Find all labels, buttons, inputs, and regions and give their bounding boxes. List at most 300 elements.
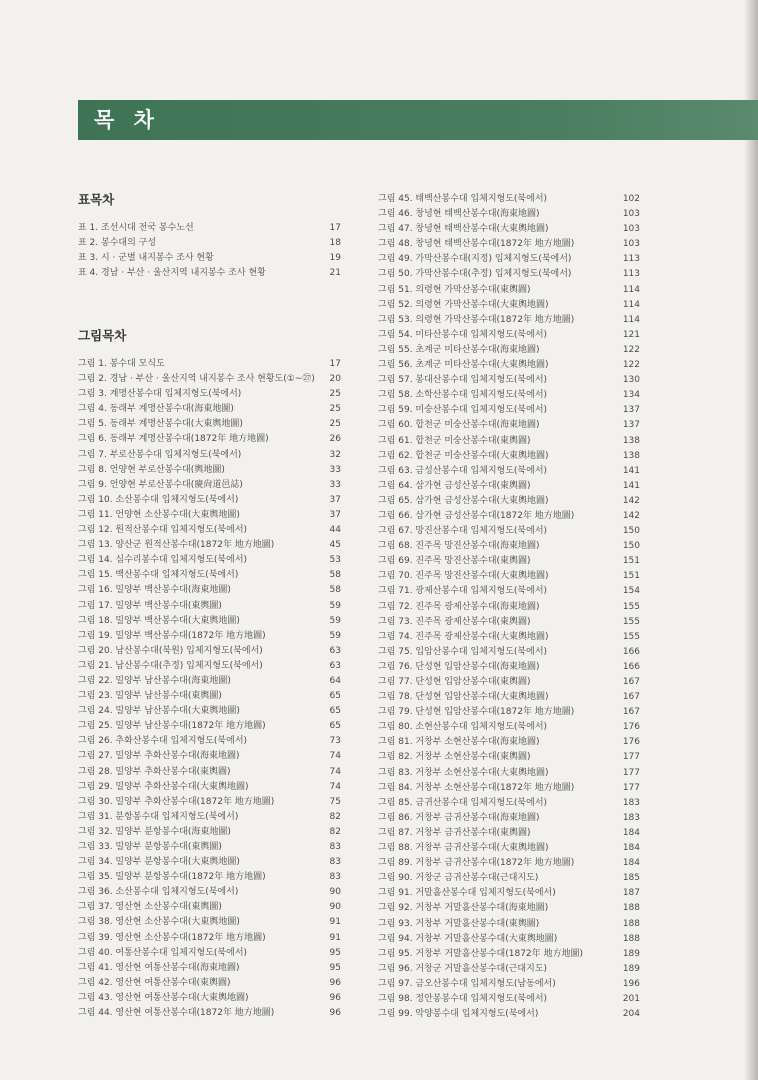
toc-entry-page: 63 [329, 645, 341, 656]
toc-entry-label: 그림 82. 거창부 소현산봉수대(東輿圖) [378, 752, 531, 763]
toc-entry [378, 358, 640, 373]
toc-entry [378, 600, 640, 615]
toc-entry-label: 그림 47. 창녕현 태백산봉수대(大東輿地圖) [378, 224, 549, 235]
toc-entry [378, 615, 640, 630]
toc-entry-page: 204 [622, 1009, 640, 1020]
toc-entry-page: 83 [329, 842, 341, 852]
toc-entry [78, 1006, 341, 1021]
toc-entry [378, 298, 640, 313]
toc-entry-page: 188 [622, 918, 640, 929]
toc-entry-page: 95 [329, 962, 341, 973]
toc-entry-page: 64 [329, 675, 341, 686]
toc-entry-label: 그림 96. 거창군 거말흘산봉수대(근대지도) [378, 963, 548, 974]
page-edge-shadow [744, 0, 758, 1080]
toc-entry-page: 53 [329, 555, 341, 566]
toc-entry [78, 885, 341, 900]
toc-entry [78, 931, 341, 946]
toc-entry-page: 166 [622, 661, 640, 672]
toc-entry-label: 그림 49. 가막산봉수대(지정) 입체지형도(북에서) [378, 254, 572, 265]
toc-entry [378, 886, 640, 901]
toc-entry-page: 65 [329, 691, 341, 702]
toc-entry-label: 그림 27. 밀양부 추화산봉수대(海東地圖) [78, 751, 240, 762]
toc-entry-page: 33 [329, 464, 341, 475]
toc-entry-label: 그림 1. 봉수대 모식도 [78, 359, 165, 369]
toc-entry [78, 448, 341, 463]
toc-entry-page: 91 [329, 932, 341, 943]
toc-entry-label: 그림 72. 진주목 광제산봉수대(海東地圖) [378, 601, 540, 612]
toc-entry-page: 113 [622, 269, 640, 280]
toc-entry [378, 841, 640, 856]
toc-entry-label: 그림 17. 밀양부 백산봉수대(東輿圖) [78, 600, 222, 611]
toc-entry-page: 20 [329, 374, 341, 385]
toc-entry-label: 그림 3. 계명산봉수대 입체지형도(북에서) [78, 389, 242, 400]
toc-entry-page: 82 [329, 811, 341, 822]
toc-entry-label: 그림 97. 금오산봉수대 입체지형도(남동에서) [378, 978, 556, 989]
toc-entry-label: 그림 80. 소현산봉수대 입체지형도(북에서) [378, 722, 548, 733]
toc-entry-label: 그림 94. 거창부 거말흘산봉수대(大東輿地圖) [378, 933, 558, 944]
toc-entry-page: 177 [622, 782, 640, 793]
toc-entry [378, 434, 640, 449]
toc-entry-label: 그림 71. 광제산봉수대 입체지형도(북에서) [378, 586, 548, 597]
toc-entry-page: 177 [622, 752, 640, 763]
toc-entry-page: 134 [622, 390, 640, 401]
toc-entry-page: 59 [329, 615, 341, 626]
tables-section-title: 표목차 [78, 192, 115, 207]
toc-entry-page: 183 [622, 812, 640, 823]
toc-entry-label: 그림 60. 합천군 미숭산봉수대(海東地圖) [378, 420, 540, 431]
toc-entry-label: 그림 81. 거창부 소현산봉수대(海東地圖) [378, 737, 540, 748]
toc-entry-page: 19 [329, 253, 341, 264]
toc-entry-page: 142 [622, 510, 640, 521]
toc-entry-label: 그림 29. 밀양부 추화산봉수대(大東輿地圖) [78, 781, 249, 792]
toc-entry [378, 343, 640, 358]
toc-entry [78, 583, 341, 598]
toc-entry-label: 그림 44. 영산현 여통산봉수대(1872年 地方地圖) [78, 1008, 275, 1019]
toc-entry-label: 그림 89. 거창부 금귀산봉수대(1872年 地方地圖) [378, 858, 575, 869]
toc-entry [78, 417, 341, 432]
toc-entry-label: 그림 95. 거창부 거말흘산봉수대(1872年 地方地圖) [378, 948, 584, 959]
toc-entry-label: 그림 66. 삼가현 금성산봉수대(1872年 地方地圖) [378, 510, 575, 521]
toc-entry-label: 그림 45. 태백산봉수대 입체지형도(북에서) [378, 194, 548, 204]
toc-entry [378, 373, 640, 388]
toc-entry-label: 그림 77. 단성현 입암산봉수대(東輿圖) [378, 677, 531, 687]
toc-entry-label: 그림 11. 언양현 소산봉수대(大東輿地圖) [78, 509, 240, 520]
toc-entry-page: 167 [622, 692, 640, 703]
toc-entry-label: 그림 83. 거창부 소현산봉수대(大東輿地圖) [378, 767, 549, 778]
toc-entry-label: 그림 48. 창녕현 태백산봉수대(1872年 地方地圖) [378, 239, 575, 250]
toc-entry [378, 418, 640, 433]
toc-entry-page: 102 [622, 194, 640, 204]
toc-entry-label: 그림 98. 정안봉봉수대 입체지형도(북에서) [378, 993, 548, 1004]
toc-entry [378, 313, 640, 328]
toc-entry-page: 185 [622, 873, 640, 884]
toc-entry-label: 그림 79. 단성현 입암산봉수대(1872年 地方地圖) [378, 707, 575, 718]
toc-entry [78, 915, 341, 930]
toc-entry-label: 표 1. 조선시대 전국 봉수노선 [78, 223, 194, 233]
toc-entry [378, 992, 640, 1007]
toc-entry-label: 그림 42. 영산현 여통산봉수대(東輿圖) [78, 977, 231, 988]
toc-entry [78, 900, 341, 915]
toc-entry-page: 74 [329, 781, 341, 792]
toc-entry-page: 155 [622, 631, 640, 642]
toc-entry-page: 189 [622, 948, 640, 959]
toc-entry [378, 509, 640, 524]
toc-entry-page: 91 [329, 917, 341, 928]
tables-list [78, 221, 341, 281]
toc-entry-page: 103 [622, 224, 640, 235]
toc-entry-label: 그림 4. 동래부 계명산봉수대(海東地圖) [78, 404, 234, 415]
toc-entry-page: 189 [622, 963, 640, 974]
toc-entry-page: 177 [622, 767, 640, 778]
toc-entry-page: 166 [622, 646, 640, 657]
toc-entry-label: 그림 19. 밀양부 백산봉수대(1872年 地方地圖) [78, 630, 266, 641]
toc-entry-label: 그림 10. 소산봉수대 입체지형도(북에서) [78, 494, 239, 505]
toc-entry-page: 37 [329, 509, 341, 520]
toc-entry-page: 95 [329, 947, 341, 958]
toc-entry [378, 524, 640, 539]
toc-entry-label: 그림 53. 의령현 가막산봉수대(1872年 地方地圖) [378, 314, 575, 325]
toc-entry-page: 155 [622, 616, 640, 627]
toc-entry [78, 568, 341, 583]
toc-entry-label: 그림 16. 밀양부 백산봉수대(海東地圖) [78, 585, 231, 596]
toc-entry-page: 25 [329, 419, 341, 430]
toc-entry-label: 그림 32. 밀양부 분항봉수대(海東地圖) [78, 826, 231, 837]
toc-entry-page: 63 [329, 660, 341, 671]
toc-entry-label: 그림 41. 영산현 여통산봉수대(海東地圖) [78, 962, 240, 973]
toc-entry-page: 103 [622, 209, 640, 220]
toc-entry-label: 그림 38. 영산현 소산봉수대(大東輿地圖) [78, 917, 240, 928]
toc-entry-label: 그림 6. 동래부 계명산봉수대(1872年 地方地圖) [78, 434, 269, 445]
toc-entry [378, 917, 640, 932]
toc-entry-label: 그림 65. 삼가현 금성산봉수대(大東輿地圖) [378, 495, 549, 506]
toc-entry [378, 826, 640, 841]
toc-entry [378, 645, 640, 660]
toc-entry-page: 65 [329, 721, 341, 732]
toc-entry-label: 그림 40. 여통산봉수대 입체지형도(북에서) [78, 947, 248, 958]
toc-entry-label: 그림 58. 소학산봉수대 입체지형도(북에서) [378, 390, 548, 401]
toc-entry-page: 167 [622, 677, 640, 687]
toc-entry-label: 그림 15. 백산봉수대 입체지형도(북에서) [78, 570, 239, 581]
toc-entry-label: 그림 50. 가막산봉수대(추정) 입체지형도(북에서) [378, 269, 572, 280]
toc-entry [78, 402, 341, 417]
toc-entry [378, 1007, 640, 1022]
toc-entry-page: 25 [329, 404, 341, 415]
toc-entry [78, 599, 341, 614]
toc-entry-page: 187 [622, 888, 640, 899]
toc-entry [78, 221, 341, 236]
toc-entry [378, 222, 640, 237]
title-bar [78, 100, 758, 140]
toc-entry-page: 137 [622, 420, 640, 431]
toc-entry [78, 961, 341, 976]
toc-entry-label: 그림 13. 양산군 원적산봉수대(1872年 地方地圖) [78, 540, 275, 551]
toc-entry [78, 825, 341, 840]
toc-entry [378, 675, 640, 690]
toc-entry [378, 252, 640, 267]
toc-entry [78, 749, 341, 764]
toc-entry-page: 121 [622, 329, 640, 340]
toc-entry [378, 705, 640, 720]
toc-entry-label: 그림 57. 봉대산봉수대 입체지형도(북에서) [378, 375, 548, 386]
toc-entry-page: 37 [329, 494, 341, 505]
toc-entry-label: 그림 67. 망진산봉수대 입체지형도(북에서) [378, 526, 548, 537]
toc-entry-label: 그림 39. 영산현 소산봉수대(1872年 地方地圖) [78, 932, 266, 943]
toc-entry-label: 표 4. 경남 · 부산 · 울산지역 내지봉수 조사 현황 [78, 268, 266, 279]
toc-entry-label: 그림 73. 진주목 광제산봉수대(東輿圖) [378, 616, 531, 627]
toc-entry-page: 26 [329, 434, 341, 445]
toc-entry [378, 796, 640, 811]
toc-entry-label: 그림 25. 밀양부 남산봉수대(1872年 地方地圖) [78, 721, 266, 732]
toc-entry [378, 388, 640, 403]
toc-entry-label: 그림 23. 밀양부 남산봉수대(東輿圖) [78, 691, 222, 702]
toc-entry-page: 58 [329, 585, 341, 596]
toc-entry [78, 780, 341, 795]
toc-entry [378, 283, 640, 298]
toc-entry-page: 138 [622, 450, 640, 461]
toc-entry [378, 856, 640, 871]
toc-entry [78, 538, 341, 553]
toc-entry-page: 18 [329, 238, 341, 249]
toc-entry [78, 493, 341, 508]
toc-entry [78, 795, 341, 810]
toc-entry-label: 그림 74. 진주목 광제산봉수대(大東輿地圖) [378, 631, 549, 642]
toc-entry [378, 267, 640, 282]
figures-list-left [78, 357, 341, 1021]
toc-entry-page: 176 [622, 737, 640, 748]
toc-entry-label: 그림 34. 밀양부 분항봉수대(大東輿地圖) [78, 857, 240, 868]
toc-entry [78, 251, 341, 266]
toc-entry-page: 90 [329, 902, 341, 913]
toc-entry-label: 그림 20. 남산봉수대(북원) 입체지형도(북에서) [78, 645, 263, 656]
toc-entry-label: 그림 24. 밀양부 남산봉수대(大東輿地圖) [78, 706, 240, 717]
toc-entry-label: 그림 91. 거말흘산봉수대 입체지형도(북에서) [378, 888, 556, 899]
toc-entry-page: 151 [622, 556, 640, 567]
toc-entry-page: 114 [622, 299, 640, 310]
toc-entry [378, 403, 640, 418]
toc-entry-label: 그림 35. 밀양부 분항봉수대(1872年 地方地圖) [78, 872, 266, 883]
toc-entry [378, 811, 640, 826]
toc-entry-page: 141 [622, 465, 640, 476]
figures-list-right [378, 192, 640, 1022]
toc-entry-page: 33 [329, 479, 341, 490]
toc-entry-label: 그림 51. 의령현 가막산봉수대(東輿圖) [378, 284, 531, 295]
toc-entry [78, 855, 341, 870]
toc-entry-label: 표 3. 시 · 군별 내지봉수 조사 현황 [78, 253, 214, 264]
toc-entry [78, 553, 341, 568]
toc-entry-label: 그림 76. 단성현 입암산봉수대(海東地圖) [378, 661, 540, 672]
toc-entry-page: 96 [329, 992, 341, 1003]
toc-entry-page: 45 [329, 540, 341, 551]
toc-entry [78, 734, 341, 749]
toc-entry [378, 207, 640, 222]
figures-section-title: 그림목차 [78, 328, 127, 343]
toc-entry-page: 151 [622, 571, 640, 582]
toc-entry [378, 781, 640, 796]
toc-entry-label: 그림 7. 부로산봉수대 입체지형도(북에서) [78, 449, 242, 460]
toc-entry-label: 그림 33. 밀양부 분항봉수대(東輿圖) [78, 842, 222, 852]
toc-entry-page: 141 [622, 480, 640, 491]
toc-entry-label: 그림 28. 밀양부 추화산봉수대(東輿圖) [78, 766, 231, 777]
toc-entry-page: 17 [329, 359, 341, 369]
toc-entry-label: 그림 46. 창녕현 태백산봉수대(海東地圖) [378, 209, 540, 220]
toc-entry-label: 그림 30. 밀양부 추화산봉수대(1872年 地方地圖) [78, 796, 275, 807]
toc-entry-label: 그림 22. 밀양부 남산봉수대(海東地圖) [78, 675, 231, 686]
toc-entry-label: 그림 62. 합천군 미숭산봉수대(大東輿地圖) [378, 450, 549, 461]
toc-entry [78, 840, 341, 855]
toc-entry-page: 59 [329, 600, 341, 611]
toc-entry-label: 그림 61. 합천군 미숭산봉수대(東輿圖) [378, 435, 531, 446]
toc-entry-page: 114 [622, 284, 640, 295]
toc-entry-label: 그림 68. 진주목 망진산봉수대(海東地圖) [378, 541, 540, 552]
toc-entry-page: 154 [622, 586, 640, 597]
toc-entry [378, 464, 640, 479]
toc-entry [378, 977, 640, 992]
toc-entry-page: 122 [622, 344, 640, 355]
toc-entry [78, 991, 341, 1006]
toc-entry-label: 그림 87. 거창부 금귀산봉수대(東輿圖) [378, 827, 531, 838]
toc-entry-label: 그림 54. 미타산봉수대 입체지형도(북에서) [378, 329, 548, 340]
toc-entry-page: 90 [329, 887, 341, 898]
toc-entry-page: 167 [622, 707, 640, 718]
toc-entry-page: 44 [329, 525, 341, 536]
toc-entry [78, 946, 341, 961]
toc-entry-label: 그림 64. 삼가현 금성산봉수대(東輿圖) [378, 480, 531, 491]
toc-entry [378, 479, 640, 494]
toc-entry [378, 539, 640, 554]
toc-entry-page: 155 [622, 601, 640, 612]
toc-entry-page: 73 [329, 736, 341, 747]
toc-entry-page: 59 [329, 630, 341, 641]
toc-entry [378, 630, 640, 645]
toc-entry-page: 196 [622, 978, 640, 989]
toc-entry [78, 508, 341, 523]
toc-entry-page: 114 [622, 314, 640, 325]
toc-entry [378, 766, 640, 781]
page-title: 목 차 [94, 108, 160, 132]
toc-entry [78, 689, 341, 704]
toc-entry [78, 387, 341, 402]
toc-entry-page: 188 [622, 933, 640, 944]
toc-entry-page: 176 [622, 722, 640, 733]
toc-entry-label: 그림 92. 거창부 거말흘산봉수대(海東地圖) [378, 903, 549, 914]
toc-entry [378, 584, 640, 599]
toc-entry [78, 463, 341, 478]
toc-entry-label: 그림 93. 거창부 거말흘산봉수대(東輿圖) [378, 918, 540, 929]
toc-entry [78, 644, 341, 659]
toc-entry [378, 554, 640, 569]
toc-entry [78, 976, 341, 991]
toc-entry-label: 그림 84. 거창부 소현산봉수대(1872年 地方地圖) [378, 782, 575, 793]
toc-entry [378, 660, 640, 675]
toc-entry-page: 74 [329, 766, 341, 777]
toc-entry-label: 그림 99. 악양봉수대 입체지형도(북에서) [378, 1009, 539, 1020]
toc-entry-label: 그림 56. 초계군 미타산봉수대(大東輿地圖) [378, 360, 549, 371]
toc-entry-page: 75 [329, 796, 341, 807]
toc-entry [378, 449, 640, 464]
toc-entry [378, 720, 640, 735]
toc-entry-label: 그림 2. 경남 · 부산 · 울산지역 내지봉수 조사 현황도(①∼㉗) [78, 374, 315, 385]
toc-entry-label: 그림 90. 거창군 금귀산봉수대(근대지도) [378, 873, 539, 884]
toc-entry [378, 569, 640, 584]
toc-entry-page: 142 [622, 495, 640, 506]
toc-entry-label: 그림 88. 거창부 금귀산봉수대(大東輿地圖) [378, 843, 549, 854]
toc-entry-label: 그림 86. 거창부 금귀산봉수대(海東地圖) [378, 812, 540, 823]
toc-entry [78, 629, 341, 644]
toc-entry [78, 266, 341, 281]
toc-entry-page: 184 [622, 827, 640, 838]
toc-entry [78, 523, 341, 538]
toc-entry-label: 그림 59. 미숭산봉수대 입체지형도(북에서) [378, 405, 548, 416]
toc-entry-label: 표 2. 봉수대의 구성 [78, 238, 157, 249]
toc-entry-page: 21 [329, 268, 341, 279]
toc-entry [78, 870, 341, 885]
toc-entry-label: 그림 78. 단성현 입암산봉수대(大東輿地圖) [378, 692, 549, 703]
toc-entry-label: 그림 12. 원적산봉수대 입체지형도(북에서) [78, 525, 248, 536]
toc-entry-label: 그림 70. 진주목 망진산봉수대(大東輿地圖) [378, 571, 549, 582]
toc-entry-page: 138 [622, 435, 640, 446]
toc-entry [78, 719, 341, 734]
toc-entry-page: 83 [329, 857, 341, 868]
toc-entry [378, 871, 640, 886]
toc-entry-page: 103 [622, 239, 640, 250]
toc-entry [78, 659, 341, 674]
toc-entry-page: 184 [622, 843, 640, 854]
toc-entry-page: 183 [622, 797, 640, 808]
toc-entry-page: 201 [622, 993, 640, 1004]
toc-entry-page: 188 [622, 903, 640, 914]
toc-entry [78, 614, 341, 629]
toc-entry [78, 432, 341, 447]
toc-entry-label: 그림 5. 동래부 계명산봉수대(大東輿地圖) [78, 419, 243, 430]
toc-entry-page: 137 [622, 405, 640, 416]
toc-entry [78, 478, 341, 493]
toc-entry-page: 83 [329, 872, 341, 883]
toc-entry [378, 494, 640, 509]
toc-entry-label: 그림 37. 영산현 소산봉수대(東輿圖) [78, 902, 222, 913]
toc-entry [378, 947, 640, 962]
toc-entry [78, 372, 341, 387]
toc-entry [378, 237, 640, 252]
toc-entry-label: 그림 9. 언양현 부로산봉수대(慶尙道邑誌) [78, 479, 243, 490]
toc-entry-page: 25 [329, 389, 341, 400]
toc-entry [378, 750, 640, 765]
toc-entry-page: 65 [329, 706, 341, 717]
toc-entry [378, 690, 640, 705]
toc-entry-label: 그림 18. 밀양부 백산봉수대(大東輿地圖) [78, 615, 240, 626]
toc-entry [378, 735, 640, 750]
toc-entry-page: 96 [329, 1008, 341, 1019]
toc-entry [78, 810, 341, 825]
toc-entry [78, 704, 341, 719]
toc-entry-page: 58 [329, 570, 341, 581]
toc-entry [378, 901, 640, 916]
toc-entry-label: 그림 31. 분항봉수대 입체지형도(북에서) [78, 811, 239, 822]
toc-entry [78, 765, 341, 780]
toc-entry [378, 328, 640, 343]
toc-entry-page: 122 [622, 360, 640, 371]
toc-entry-page: 96 [329, 977, 341, 988]
toc-entry-page: 150 [622, 526, 640, 537]
toc-entry-label: 그림 55. 초계군 미타산봉수대(海東地圖) [378, 344, 540, 355]
toc-entry-label: 그림 36. 소산봉수대 입체지형도(북에서) [78, 887, 239, 898]
toc-entry [378, 192, 640, 207]
toc-entry-label: 그림 43. 영산현 여통산봉수대(大東輿地圖) [78, 992, 249, 1003]
toc-entry-label: 그림 85. 금귀산봉수대 입체지형도(북에서) [378, 797, 548, 808]
toc-entry-page: 17 [329, 223, 341, 233]
toc-entry-label: 그림 26. 추화산봉수대 입체지형도(북에서) [78, 736, 248, 747]
toc-entry-label: 그림 21. 남산봉수대(추정) 입체지형도(북에서) [78, 660, 263, 671]
toc-entry [78, 357, 341, 372]
